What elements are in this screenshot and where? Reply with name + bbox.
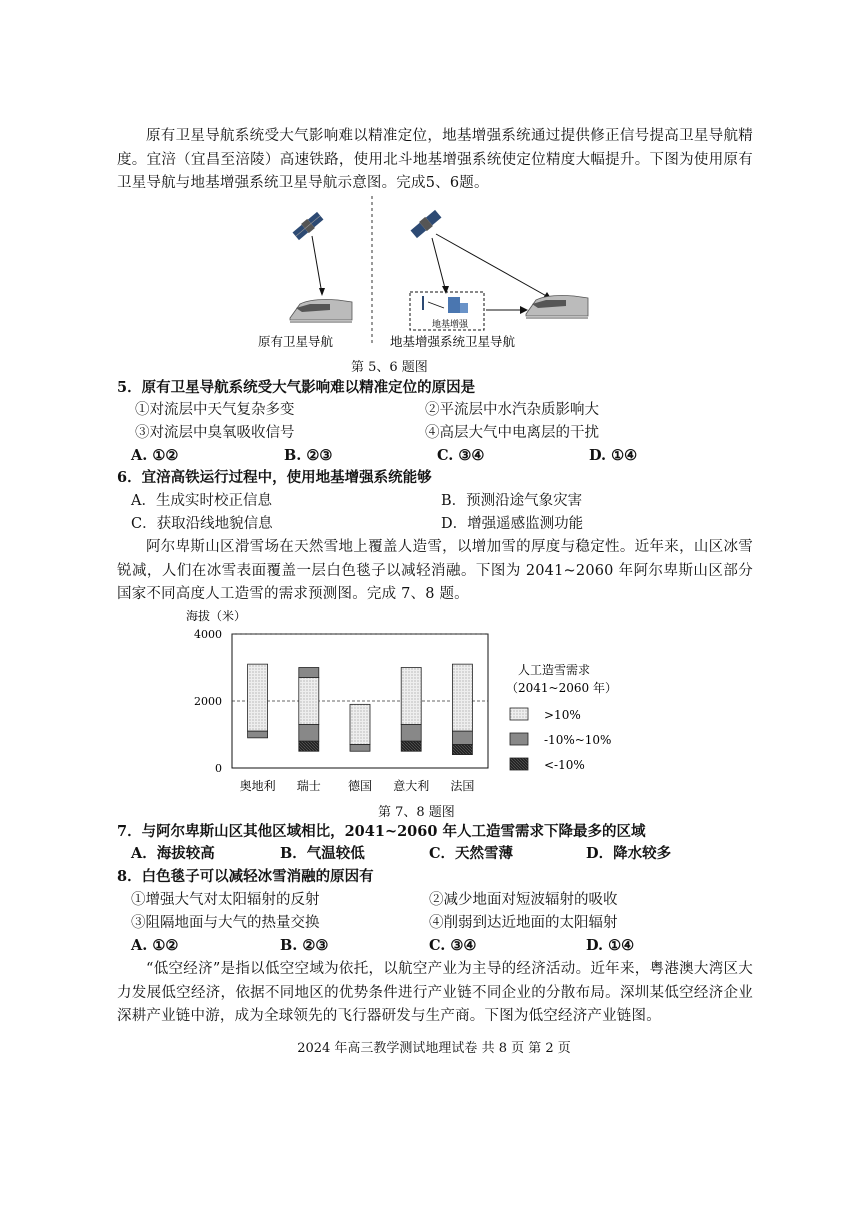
bar-0-2 [350, 704, 370, 744]
bar-1-4 [452, 731, 472, 744]
q6-option-c[interactable]: C．获取沿线地貌信息 [131, 516, 273, 532]
satellite-icon-left [292, 211, 324, 241]
bar-2-4 [452, 745, 472, 755]
q8-option-b[interactable]: B. ②③ [280, 937, 329, 954]
q7-option-b[interactable]: B．气温较低 [280, 845, 365, 862]
q5-option-a[interactable]: A. ①② [131, 447, 179, 464]
figure-7-8-chart [180, 602, 640, 802]
legend-swatch [510, 733, 528, 745]
svg-text:地基增强: 地基增强 [432, 320, 469, 330]
y-tick-label: 0 [215, 762, 222, 775]
q7-option-c[interactable]: C．天然雪薄 [429, 845, 514, 862]
chart-ylabel: 海拔（米） [186, 609, 247, 623]
intro-paragraph-low-altitude: “低空经济”是指以低空空域为依托，以航空产业为主导的经济活动。近年来，粤港澳大湾区大力发展低空经济，依据不同地区的优势条件进行产业链不同企业的分散布局。深圳某低空经济企业深耕产业链中游，成为全球领先的飞行器研发与生产商。下图为低空经济产业链图。 [117, 961, 753, 1024]
bar-1-2 [350, 745, 370, 752]
legend-label: -10%~10% [544, 733, 612, 747]
category-label: 瑞士 [296, 779, 321, 793]
y-tick-label: 2000 [194, 695, 222, 708]
bar-2-1 [299, 741, 319, 751]
category-label: 意大利 [393, 779, 430, 793]
category-label: 法国 [450, 779, 475, 793]
bar-extra-1 [299, 668, 319, 678]
bar-0-0 [248, 664, 268, 731]
question-6-stem: 6．宜涪高铁运行过程中，使用地基增强系统能够 [117, 469, 432, 486]
q5-option-c[interactable]: C. ③④ [437, 447, 485, 464]
train-icon-right [526, 296, 588, 319]
q8-statement-1: ①增强大气对太阳辐射的反射 [131, 892, 320, 908]
right-label: 地基增强系统卫星导航 [390, 334, 516, 349]
bar-0-3 [401, 668, 421, 725]
question-7-stem: 7．与阿尔卑斯山区其他区域相比，2041~2060 年人工造雪需求下降最多的区域 [117, 823, 646, 840]
category-label: 德国 [347, 779, 373, 793]
q7-option-d[interactable]: D．降水较多 [586, 845, 672, 862]
figure-caption-7-8: 第 7、8 题图 [378, 805, 455, 820]
question-8-stem: 8．白色毯子可以减轻冰雪消融的原因有 [117, 868, 374, 885]
figure-5-6 [250, 196, 610, 356]
q5-option-d[interactable]: D. ①④ [589, 447, 638, 464]
q6-option-d[interactable]: D．增强遥感监测功能 [441, 516, 584, 532]
legend-swatch [510, 758, 528, 770]
q8-option-d[interactable]: D. ①④ [586, 937, 635, 954]
legend-label: >10% [544, 708, 581, 722]
q8-option-c[interactable]: C. ③④ [429, 937, 477, 954]
y-tick-label: 4000 [194, 628, 222, 641]
q8-statement-2: ②减少地面对短波辐射的吸收 [429, 892, 618, 908]
building-icon [448, 297, 460, 313]
intro-paragraph-5-6: 原有卫星导航系统受大气影响难以精准定位，地基增强系统通过提供修正信号提高卫星导航精度。宜涪（宜昌至涪陵）高速铁路，使用北斗地基增强系统使定位精度大幅提升。下图为使用原有卫星导航与地基增强系统卫星导航示意图。完成5、6题。 [117, 128, 753, 191]
q8-option-a[interactable]: A. ①② [131, 937, 179, 954]
question-5-stem: 5．原有卫星导航系统受大气影响难以精准定位的原因是 [117, 379, 476, 396]
figure-caption-5-6: 第 5、6 题图 [351, 360, 428, 375]
left-label: 原有卫星导航 [258, 334, 334, 349]
legend-subtitle: （2041~2060 年） [506, 681, 617, 695]
train-icon-left [290, 300, 352, 323]
category-label: 奥地利 [239, 779, 276, 793]
bar-1-3 [401, 724, 421, 741]
q6-option-a[interactable]: A．生成实时校正信息 [131, 493, 272, 509]
bar-1-0 [248, 731, 268, 738]
intro-paragraph-7-8: 阿尔卑斯山区滑雪场在天然雪地上覆盖人造雪，以增加雪的厚度与稳定性。近年来，山区冰雪锐减，人们在冰雪表面覆盖一层白色毯子以减轻消融。下图为 2041~2060 年阿尔卑斯山区部分国家不同高度人工造雪的需求预测图。完成 7、8 题。 [117, 539, 753, 602]
bar-2-3 [401, 741, 421, 751]
q8-statement-4: ④削弱到达近地面的太阳辐射 [429, 915, 618, 931]
legend-swatch [510, 708, 528, 720]
page-footer: 2024 年高三教学测试地理试卷 共 8 页 第 2 页 [297, 1041, 571, 1056]
bar-1-1 [299, 724, 319, 741]
q6-option-b[interactable]: B．预测沿途气象灾害 [441, 493, 583, 509]
q7-option-a[interactable]: A．海拔较高 [131, 845, 215, 862]
q5-statement-4: ④高层大气中电离层的干扰 [425, 425, 599, 441]
legend-label: <-10% [544, 758, 585, 772]
q5-statement-1: ①对流层中天气复杂多变 [135, 402, 295, 418]
q5-statement-3: ③对流层中臭氧吸收信号 [135, 425, 295, 441]
q8-statement-3: ③阻隔地面与大气的热量交换 [131, 915, 320, 931]
bar-0-1 [299, 678, 319, 725]
legend-title: 人工造雪需求 [518, 663, 591, 677]
q5-statement-2: ②平流层中水汽杂质影响大 [425, 402, 599, 418]
bar-0-4 [452, 664, 472, 731]
q5-option-b[interactable]: B. ②③ [284, 447, 333, 464]
